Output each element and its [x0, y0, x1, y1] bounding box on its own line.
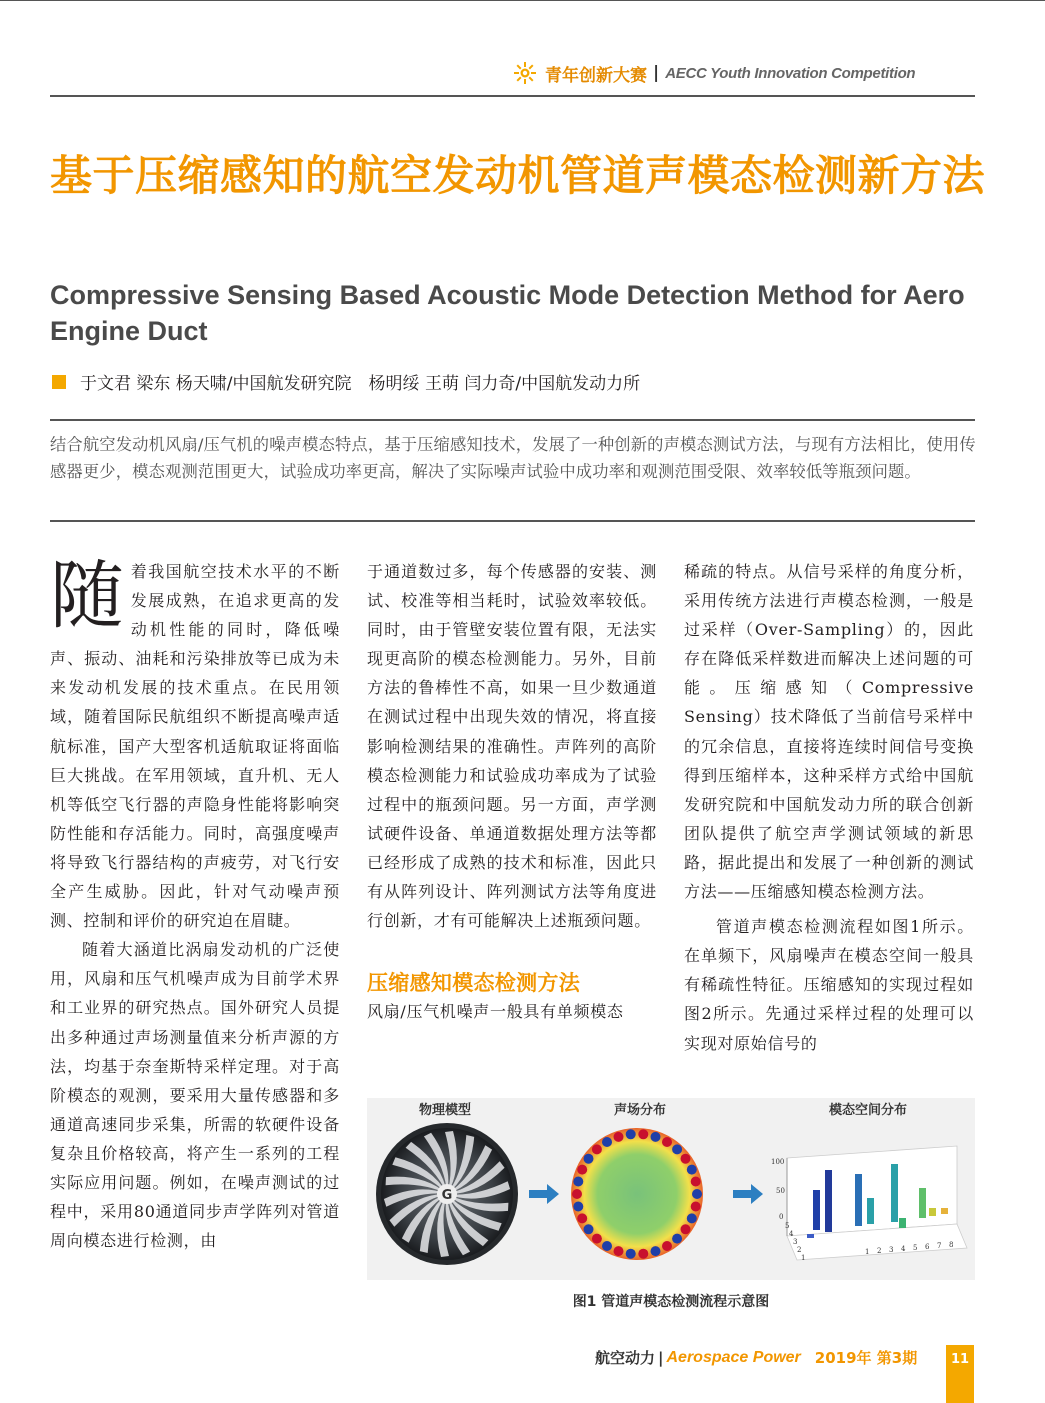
- field-lobe: [614, 1246, 624, 1256]
- abstract-bottom-rule: [50, 520, 975, 522]
- arrow-right-icon: [529, 1184, 559, 1204]
- author-names: 于文君 梁东 杨天啸/中国航发研究院 杨明绥 王萌 闫力奇/中国航发动力所: [80, 374, 641, 394]
- field-lobe: [638, 1249, 648, 1259]
- field-lobe: [592, 1144, 602, 1154]
- author-line: [52, 369, 992, 394]
- y-tick-label: 5: [785, 1222, 790, 1230]
- page-number: 11: [946, 1345, 974, 1403]
- field-lobe: [577, 1165, 587, 1175]
- field-lobe: [602, 1241, 612, 1251]
- journal-name-cn: 航空动力: [595, 1349, 656, 1367]
- field-lobe: [662, 1241, 672, 1251]
- mode-bar: [941, 1208, 948, 1214]
- journal-name-en: Aerospace Power: [666, 1348, 801, 1366]
- figure-caption: 图1 管道声模态检测流程示意图: [572, 1294, 770, 1310]
- field-lobe: [572, 1189, 582, 1199]
- field-lobe: [573, 1177, 583, 1187]
- x-tick-label: 7: [937, 1242, 942, 1250]
- figure-graphics: [367, 1098, 975, 1280]
- field-lobe: [681, 1154, 691, 1164]
- y-tick-label: 3: [793, 1238, 798, 1246]
- field-lobe: [584, 1224, 594, 1234]
- running-header: [513, 60, 975, 86]
- y-tick-label: 4: [789, 1230, 794, 1238]
- field-lobe: [573, 1202, 583, 1212]
- section-heading: 压缩感知模态检测方法: [367, 971, 580, 996]
- body-paragraph: 随着大涵道比涡扇发动机的广泛使用，风扇和压气机噪声成为目前学术界和工业界的研究热点。国外研究人员提出多种通过声场测量值来分析声源的方法，均基于奈奎斯特采样定理。对于高阶模态的观测，要采用大量传感器和多通道高速同步采集，所需的软硬件设备复杂且价格较高，将产生一系列的工程实际应用问题。例如，在噪声测试的过程中，采用80通道同步声学阵列对管道周向模态进行检测，由: [50, 940, 340, 1251]
- field-lobe: [672, 1144, 682, 1154]
- body-paragraph: 风扇/压气机噪声一般具有单频模态: [367, 1002, 624, 1022]
- top-border: [0, 0, 1045, 1]
- panel-title-sound-field: 声场分布: [614, 1103, 667, 1118]
- field-lobe: [651, 1132, 661, 1142]
- arrow-right-icon: [733, 1184, 763, 1204]
- field-lobe: [638, 1129, 648, 1139]
- z-tick-label: 0: [779, 1213, 784, 1221]
- footer-separator: |: [658, 1348, 664, 1367]
- mode-bar: [919, 1188, 926, 1218]
- mode-bar: [929, 1208, 936, 1216]
- header-series-cn: 青年创新大赛: [545, 65, 647, 86]
- mode-space-bar-chart: [771, 1146, 967, 1262]
- x-tick-label: 6: [925, 1243, 930, 1251]
- paragraph-text: 着我国航空技术水平的不断发展成熟，在追求更高的发动机性能的同时，降低噪声、振动、油耗和污染排放等已成为未来发动机发展的技术重点。在民用领域，随着国际民航组织不断提高噪声适航标准，国产大型客机适航取证将面临巨大挑战。在军用领域，直升机、无人机等低空飞行器的声隐身性能将影响突防性能和存活能力。同时，高强度噪声将导致飞行器结构的声疲劳，对飞行安全产生威胁。因此，针对气动噪声预测、控制和评价的研究迫在眉睫。: [50, 562, 340, 931]
- panel-title-physical-model: 物理模型: [419, 1103, 472, 1118]
- x-tick-label: 8: [949, 1241, 954, 1249]
- competition-logo-icon: [513, 61, 537, 85]
- field-lobe: [592, 1234, 602, 1244]
- body-paragraph: 稀疏的特点。从信号采样的角度分析，采用传统方法进行声模态检测，一般是过采样（Over-Sampling）的，因此存在降低采样数进而解决上述问题的可能。压缩感知（Compressive Sensing）技术降低了当前信号采样中的冗余信息，直接将连续时间信号变换得到压缩样本，这种采样方式给中国航发研究院和中国航发动力所的联合创新团队提供了航空声学测试领域的新思路，据此提出和发展了一种创新的测试方法——压缩感知模态检测方法。: [684, 562, 974, 902]
- field-lobe: [662, 1137, 672, 1147]
- abstract: 结合航空发动机风扇/压气机的噪声模态特点，基于压缩感知技术，发展了一种创新的声模态测试方法，与现有方法相比，使用传感器更少，模态观测范围更大，试验成功率更高，解决了实际噪声试验中成功率和观测范围受限、效率较低等瓶颈问题。: [50, 435, 976, 481]
- x-tick-label: 3: [889, 1246, 894, 1254]
- sound-field-image: [571, 1128, 703, 1260]
- mode-bar: [807, 1234, 814, 1238]
- author-bullet-icon: [52, 375, 66, 389]
- fan-model-image: [376, 1123, 518, 1265]
- field-lobe: [584, 1154, 594, 1164]
- x-tick-label: 5: [913, 1244, 918, 1252]
- field-lobe: [687, 1165, 697, 1175]
- article-title-en: Compressive Sensing Based Acoustic Mode Detection Method for Aero Engine Duct: [50, 280, 965, 346]
- field-lobe: [691, 1177, 701, 1187]
- field-lobe: [687, 1213, 697, 1223]
- mode-bar: [891, 1164, 898, 1222]
- mode-bar: [899, 1218, 906, 1228]
- body-column-1: [50, 553, 340, 1255]
- figure-1: [367, 1098, 975, 1280]
- drop-cap: 随: [50, 553, 125, 639]
- field-lobe: [614, 1132, 624, 1142]
- article-title-cn: 基于压缩感知的航空发动机管道声模态检测新方法: [50, 151, 986, 200]
- x-tick-label: 2: [877, 1247, 882, 1255]
- mode-bar: [825, 1170, 832, 1232]
- x-tick-label: 4: [901, 1245, 906, 1253]
- field-lobe: [681, 1224, 691, 1234]
- field-lobe: [626, 1129, 636, 1139]
- panel-title-mode-space: 模态空间分布: [829, 1103, 908, 1118]
- y-tick-label: 1: [801, 1254, 806, 1262]
- body-column-3: [684, 557, 974, 1058]
- field-lobe: [626, 1249, 636, 1259]
- field-lobe: [651, 1246, 661, 1256]
- field-lobe: [602, 1137, 612, 1147]
- journal-footer: [595, 1347, 917, 1368]
- body-paragraph: 于通道数过多，每个传感器的安装、测试、校准等相当耗时，试验效率较低。同时，由于管壁安装位置有限，无法实现更高阶的模态检测能力。另外，目前方法的鲁棒性不高，如果一旦少数通道在测试过程中出现失效的情况，将直接影响检测结果的准确性。声阵列的高阶模态检测能力和试验成功率成为了试验过程中的瓶颈问题。另一方面，声学测试硬件设备、单通道数据处理方法等都已经形成了成熟的技术和标准，因此只有从阵列设计、阵列测试方法等角度进行创新，才有可能解决上述瓶颈问题。: [367, 562, 657, 931]
- header-rule: [50, 95, 975, 97]
- field-lobe: [692, 1189, 702, 1199]
- z-tick-label: 100: [771, 1158, 785, 1166]
- field-lobe: [577, 1213, 587, 1223]
- mode-bar: [867, 1198, 874, 1224]
- body-paragraph: 管道声模态检测流程如图1所示。在单频下，风扇噪声在模态空间一般具有稀疏性特征。压缩感知的实现过程如图2所示。先通过采样过程的处理可以实现对原始信号的: [684, 917, 974, 1053]
- mode-bar: [813, 1190, 820, 1230]
- svg-text:G: G: [441, 1188, 453, 1203]
- header-series-en: AECC Youth Innovation Competition: [665, 64, 916, 82]
- y-tick-label: 2: [797, 1246, 802, 1254]
- body-column-2: [367, 557, 657, 1026]
- field-lobe: [691, 1202, 701, 1212]
- header-separator: |: [653, 63, 660, 83]
- z-tick-label: 50: [776, 1187, 785, 1195]
- field-lobe: [672, 1234, 682, 1244]
- body-paragraph: [50, 553, 340, 935]
- mode-bar: [855, 1174, 862, 1226]
- x-tick-label: 1: [865, 1248, 870, 1256]
- issue-label: 2019年 第3期: [814, 1349, 918, 1367]
- abstract-top-rule: [50, 419, 975, 421]
